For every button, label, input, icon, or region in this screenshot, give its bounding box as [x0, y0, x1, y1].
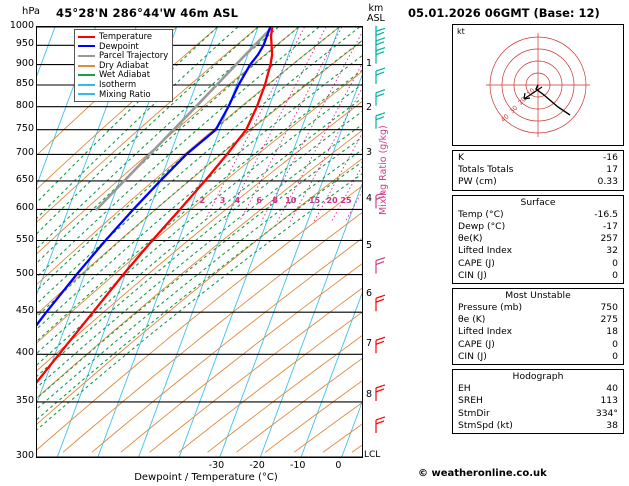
table-row-value: 18: [606, 326, 618, 338]
legend-label: Mixing Ratio: [99, 88, 151, 99]
pressure-tick-label: 850: [15, 78, 34, 90]
legend-label: Isotherm: [99, 78, 137, 89]
hodograph-trace: [536, 85, 570, 115]
pressure-tick-label: 950: [15, 38, 34, 50]
table-row: [453, 314, 623, 326]
wind-barb: [376, 258, 385, 274]
x-axis-title: Dewpoint / Temperature (°C): [134, 472, 278, 483]
table-row-value: 334°: [595, 407, 618, 419]
table-row-key: Dewp (°C): [458, 220, 506, 232]
table-row: [453, 351, 623, 363]
table-row-key: θe (K): [458, 314, 486, 326]
table-row-key: Totals Totals: [458, 164, 514, 176]
table-row-key: CAPE (J): [458, 338, 495, 350]
pressure-tick-label: 900: [15, 57, 34, 69]
credit-label: weatheronline.co.uk: [431, 468, 547, 479]
mixing-ratio-axis-title: Mixing Ratio (g/kg): [378, 125, 389, 215]
height-tick-label: 5: [366, 240, 373, 252]
table-row-value: 0.33: [597, 176, 618, 188]
pressure-tick-label: 300: [15, 450, 34, 461]
table-row-value: 0: [612, 269, 618, 281]
lcl-label: LCL: [364, 450, 381, 460]
mixing-ratio-label: 25: [340, 196, 352, 206]
height-unit-label: [367, 4, 385, 24]
pressure-unit-label: hPa: [22, 6, 41, 17]
table-row: [453, 209, 623, 221]
table-indices: [452, 150, 624, 191]
table-surface: [452, 195, 624, 284]
table-row: [453, 395, 623, 407]
mixing-ratio-label: 3: [219, 196, 226, 206]
legend-swatch: [78, 93, 95, 95]
table-row: [453, 258, 623, 270]
table-row-key: CAPE (J): [458, 257, 495, 269]
height-tick-label: 2: [366, 101, 373, 113]
table-row-value: 40: [606, 383, 618, 395]
temperature-tick-label: -30: [208, 460, 225, 471]
height-tick-label: 4: [366, 193, 373, 205]
table-row-key: StmDir: [458, 407, 490, 419]
legend-label: Wet Adiabat: [99, 69, 150, 80]
wind-barb: [376, 417, 385, 433]
table-row-key: SREH: [458, 395, 483, 407]
table-header: Most Unstable: [505, 289, 571, 301]
pressure-tick-label: 700: [15, 147, 34, 159]
mixing-ratio-label: 8: [272, 196, 278, 206]
hodograph-ring-label: 10: [525, 86, 537, 99]
table-row: [453, 420, 623, 432]
hodograph-ring-label: 40: [499, 112, 511, 124]
hodograph-unit-label: kt: [457, 27, 465, 36]
pressure-tick-label: 1000: [9, 20, 34, 31]
legend-swatch: [78, 45, 95, 47]
table-row-key: CIN (J): [458, 350, 487, 362]
mixing-ratio-label: 6: [256, 196, 262, 206]
mixing-ratio-label: 10: [285, 196, 297, 206]
table-row-value: 38: [606, 419, 618, 431]
pressure-tick-label: 350: [15, 394, 34, 406]
pressure-tick-label: 500: [15, 267, 34, 279]
table-row-value: 32: [606, 245, 618, 257]
temperature-tick-label: 0: [335, 460, 342, 471]
table-row: [453, 221, 623, 233]
table-row-value: 0: [612, 350, 618, 362]
mixing-ratio-label: 20: [326, 196, 338, 206]
table-row-key: CIN (J): [458, 269, 487, 281]
table-row-value: 0: [612, 338, 618, 350]
datetime-title: 05.01.2026 06GMT (Base: 12): [408, 6, 600, 20]
table-row-value: 257: [600, 233, 618, 245]
hodograph-svg: [453, 25, 623, 145]
table-row: [453, 233, 623, 245]
credit-text: [418, 468, 547, 479]
legend-swatch: [78, 74, 95, 76]
table-header: Hodograph: [512, 371, 564, 382]
table-row-value: -16.5: [594, 208, 618, 220]
mixing-ratio-label: 2: [199, 196, 206, 206]
table-row-key: Pressure (mb): [458, 302, 523, 314]
table-row: [453, 245, 623, 257]
legend-label: Dewpoint: [99, 40, 139, 51]
table-row: [453, 270, 623, 282]
table-most-unstable: [452, 288, 624, 365]
table-header: Surface: [520, 196, 556, 208]
table-row-key: StmSpd (kt): [458, 419, 513, 431]
legend-label: Dry Adiabat: [99, 59, 149, 70]
table-row-key: Temp (°C): [458, 208, 504, 220]
table-row: [453, 408, 623, 420]
hodograph-box: [452, 24, 624, 146]
table-row-key: θe(K): [458, 233, 483, 245]
table-row-value: 17: [606, 164, 618, 176]
table-row-key: Lifted Index: [458, 326, 513, 338]
table-row-value: 0: [612, 257, 618, 269]
table-row-key: EH: [458, 383, 471, 395]
height-tick-label: 6: [366, 288, 373, 300]
height-tick-label: 7: [366, 337, 373, 349]
pressure-tick-label: 650: [15, 173, 34, 185]
info-panel: [402, 0, 629, 486]
pressure-tick-label: 600: [15, 202, 34, 214]
legend-label: Temperature: [99, 31, 153, 41]
mixing-ratio-label: 15: [309, 196, 321, 206]
temperature-tick-label: -20: [249, 460, 265, 471]
hodograph-ring-label: 20: [516, 95, 528, 107]
pressure-tick-label: 800: [15, 99, 34, 111]
table-row-key: Lifted Index: [458, 245, 513, 257]
indices-tables: [452, 150, 624, 438]
legend-swatch: [78, 84, 95, 86]
table-row-value: 275: [600, 314, 618, 326]
height-tick-label: 1: [366, 58, 373, 70]
table-row: [453, 152, 623, 164]
pressure-tick-label: 550: [15, 233, 34, 245]
table-row-value: -17: [602, 220, 618, 232]
table-row: [453, 326, 623, 338]
legend-swatch: [78, 36, 95, 38]
table-hodograph-stats: [452, 369, 624, 434]
table-row: [453, 164, 623, 176]
table-row-value: 113: [600, 395, 618, 407]
legend-item: [78, 90, 168, 100]
station-title: 45°28'N 286°44'W 46m ASL: [56, 6, 239, 20]
legend-swatch: [78, 65, 95, 67]
copyright-symbol: ©: [418, 468, 432, 479]
table-row-key: PW (cm): [458, 176, 497, 188]
pressure-tick-label: 450: [15, 305, 34, 317]
chart-legend: [74, 29, 173, 102]
table-row: [453, 302, 623, 314]
legend-swatch: [78, 55, 95, 57]
table-row-value: -16: [602, 152, 618, 163]
table-row: [453, 176, 623, 188]
table-row-key: K: [458, 152, 465, 163]
height-tick-label: 3: [366, 146, 373, 158]
temperature-tick-label: -10: [289, 460, 306, 471]
hodograph-ring-label: 30: [507, 103, 520, 116]
table-row: [453, 383, 623, 395]
wind-barb: [376, 68, 385, 84]
table-row-value: 750: [600, 302, 618, 314]
pressure-tick-label: 750: [15, 122, 34, 134]
pressure-tick-label: 400: [15, 347, 34, 359]
height-unit-line1: km: [368, 3, 384, 14]
legend-label: Parcel Trajectory: [99, 50, 169, 61]
height-tick-label: 8: [366, 388, 373, 400]
height-unit-line2: ASL: [367, 13, 385, 24]
table-row: [453, 339, 623, 351]
mixing-ratio-label: 4: [234, 196, 241, 206]
